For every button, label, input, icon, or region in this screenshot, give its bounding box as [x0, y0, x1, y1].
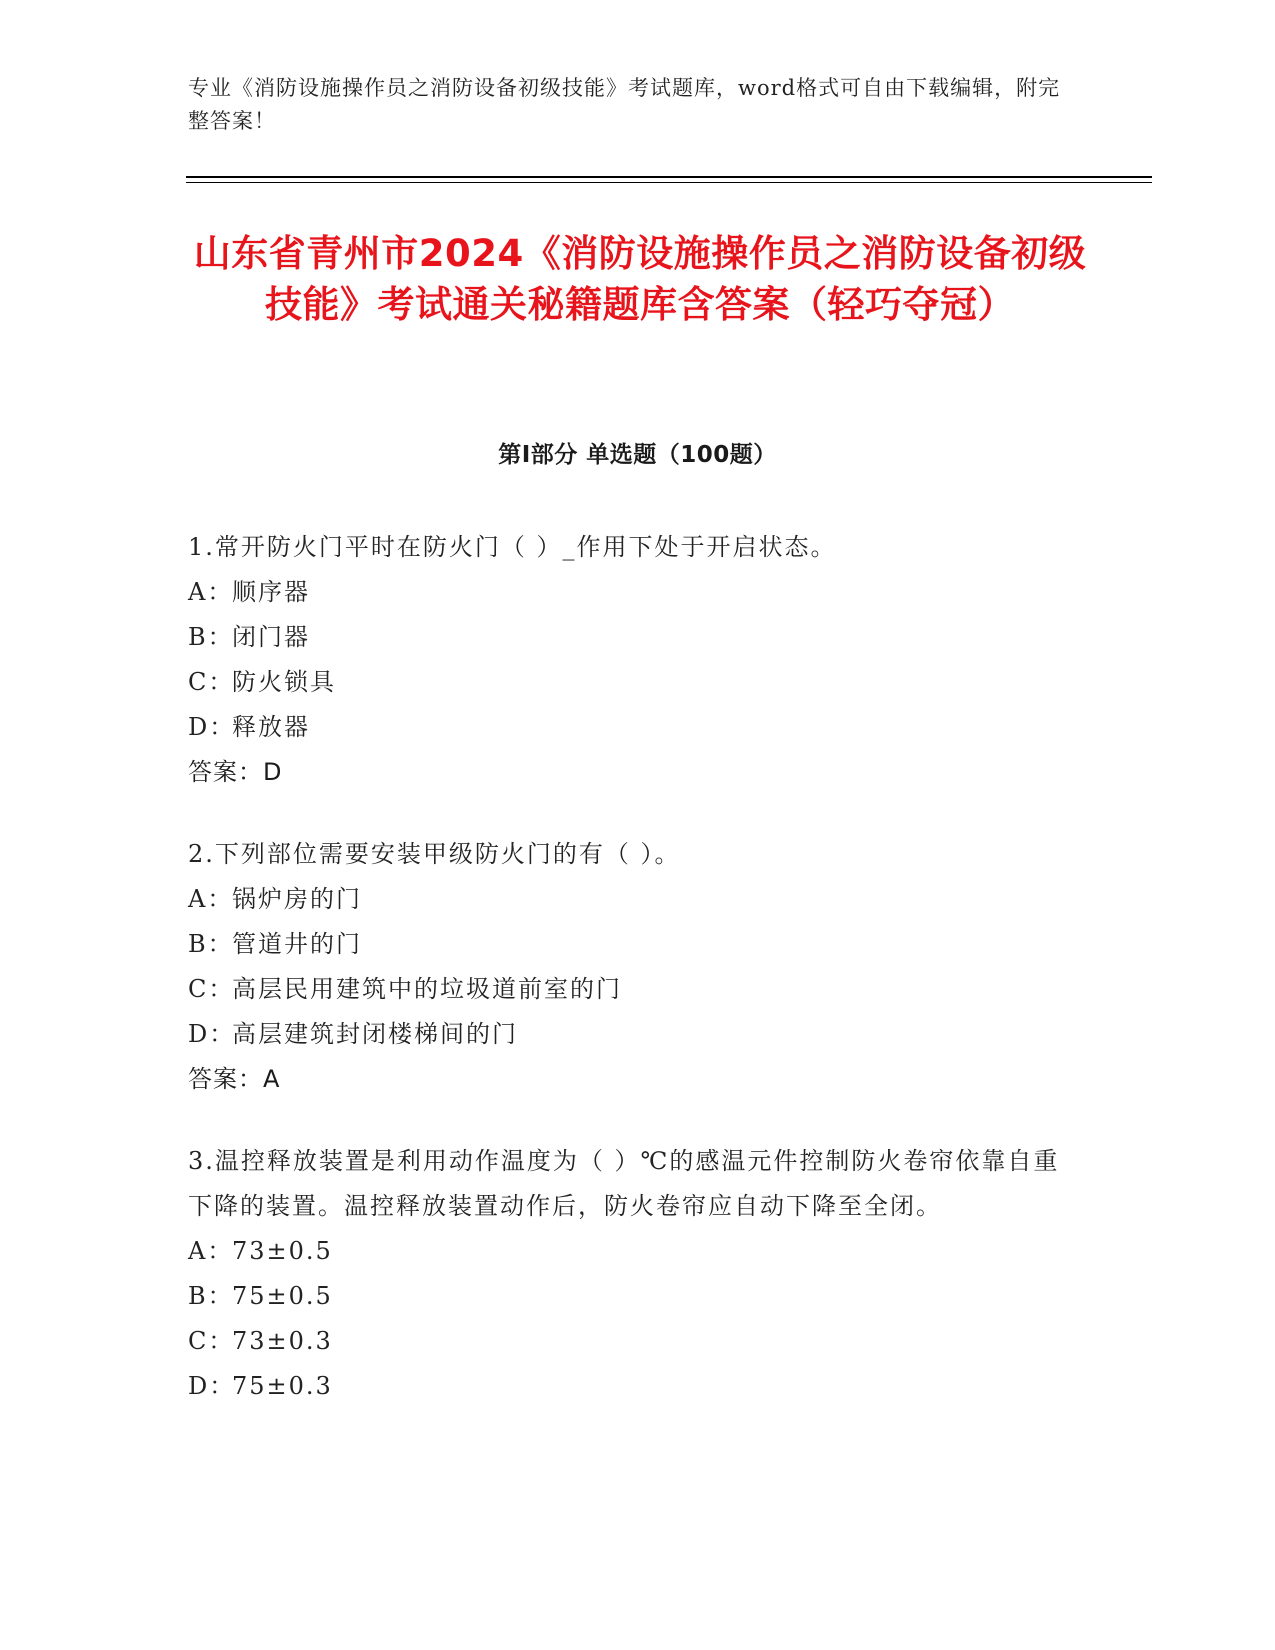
option-b	[188, 615, 1068, 660]
option-key: D：	[188, 1372, 236, 1400]
header-note: 专业《消防设施操作员之消防设备初级技能》考试题库，word格式可自由下载编辑，附完整答案！	[188, 76, 1061, 133]
question-text: 3.温控释放装置是利用动作温度为（ ）℃的感温元件控制防火卷帘依靠自重下降的装置。温控释放装置动作后，防火卷帘应自动下降至全闭。	[188, 1147, 1060, 1220]
answer-line: 答案：A	[188, 1065, 281, 1093]
option-text: 防火锁具	[232, 668, 336, 696]
option-c	[188, 660, 1068, 705]
option-c	[188, 1319, 1068, 1364]
option-a	[188, 1229, 1068, 1274]
option-text: 73±0.5	[232, 1237, 333, 1265]
option-key: B：	[188, 930, 234, 958]
option-a	[188, 877, 1068, 922]
option-key: C：	[188, 668, 235, 696]
option-key: C：	[188, 1327, 235, 1355]
document-title: 山东省青州市2024《消防设施操作员之消防设备初级技能》考试通关秘籍题库含答案（轻巧夺冠）	[193, 232, 1087, 326]
option-text: 75±0.5	[232, 1282, 333, 1310]
option-key: B：	[188, 1282, 234, 1310]
option-text: 73±0.3	[232, 1327, 333, 1355]
option-b	[188, 1274, 1068, 1319]
question-1	[188, 525, 1068, 795]
option-key: A：	[188, 1237, 234, 1265]
option-key: A：	[188, 578, 234, 606]
option-text: 闭门器	[232, 623, 310, 651]
option-text: 高层民用建筑中的垃圾道前室的门	[232, 975, 622, 1003]
section-title: 第Ⅰ部分 单选题（100题）	[498, 442, 777, 468]
option-text: 顺序器	[232, 578, 310, 606]
question-2	[188, 832, 1068, 1102]
question-text: 2.下列部位需要安装甲级防火门的有（ ）。	[188, 840, 681, 868]
option-key: D：	[188, 1020, 236, 1048]
option-d	[188, 1364, 1068, 1409]
option-d	[188, 705, 1068, 750]
option-key: D：	[188, 713, 236, 741]
option-key: B：	[188, 623, 234, 651]
option-c	[188, 967, 1068, 1012]
answer-line: 答案：D	[188, 758, 283, 786]
header-divider-thin	[186, 182, 1152, 183]
option-text: 高层建筑封闭楼梯间的门	[232, 1020, 518, 1048]
question-list	[188, 525, 1068, 1446]
option-text: 释放器	[232, 713, 310, 741]
option-key: A：	[188, 885, 234, 913]
option-a	[188, 570, 1068, 615]
option-text: 75±0.3	[232, 1372, 333, 1400]
question-3	[188, 1139, 1068, 1409]
header-divider-thick	[186, 176, 1152, 178]
option-d	[188, 1012, 1068, 1057]
option-key: C：	[188, 975, 235, 1003]
option-text: 锅炉房的门	[232, 885, 362, 913]
option-b	[188, 922, 1068, 967]
question-text: 1.常开防火门平时在防火门（ ）_作用下处于开启状态。	[188, 533, 837, 561]
option-text: 管道井的门	[232, 930, 362, 958]
